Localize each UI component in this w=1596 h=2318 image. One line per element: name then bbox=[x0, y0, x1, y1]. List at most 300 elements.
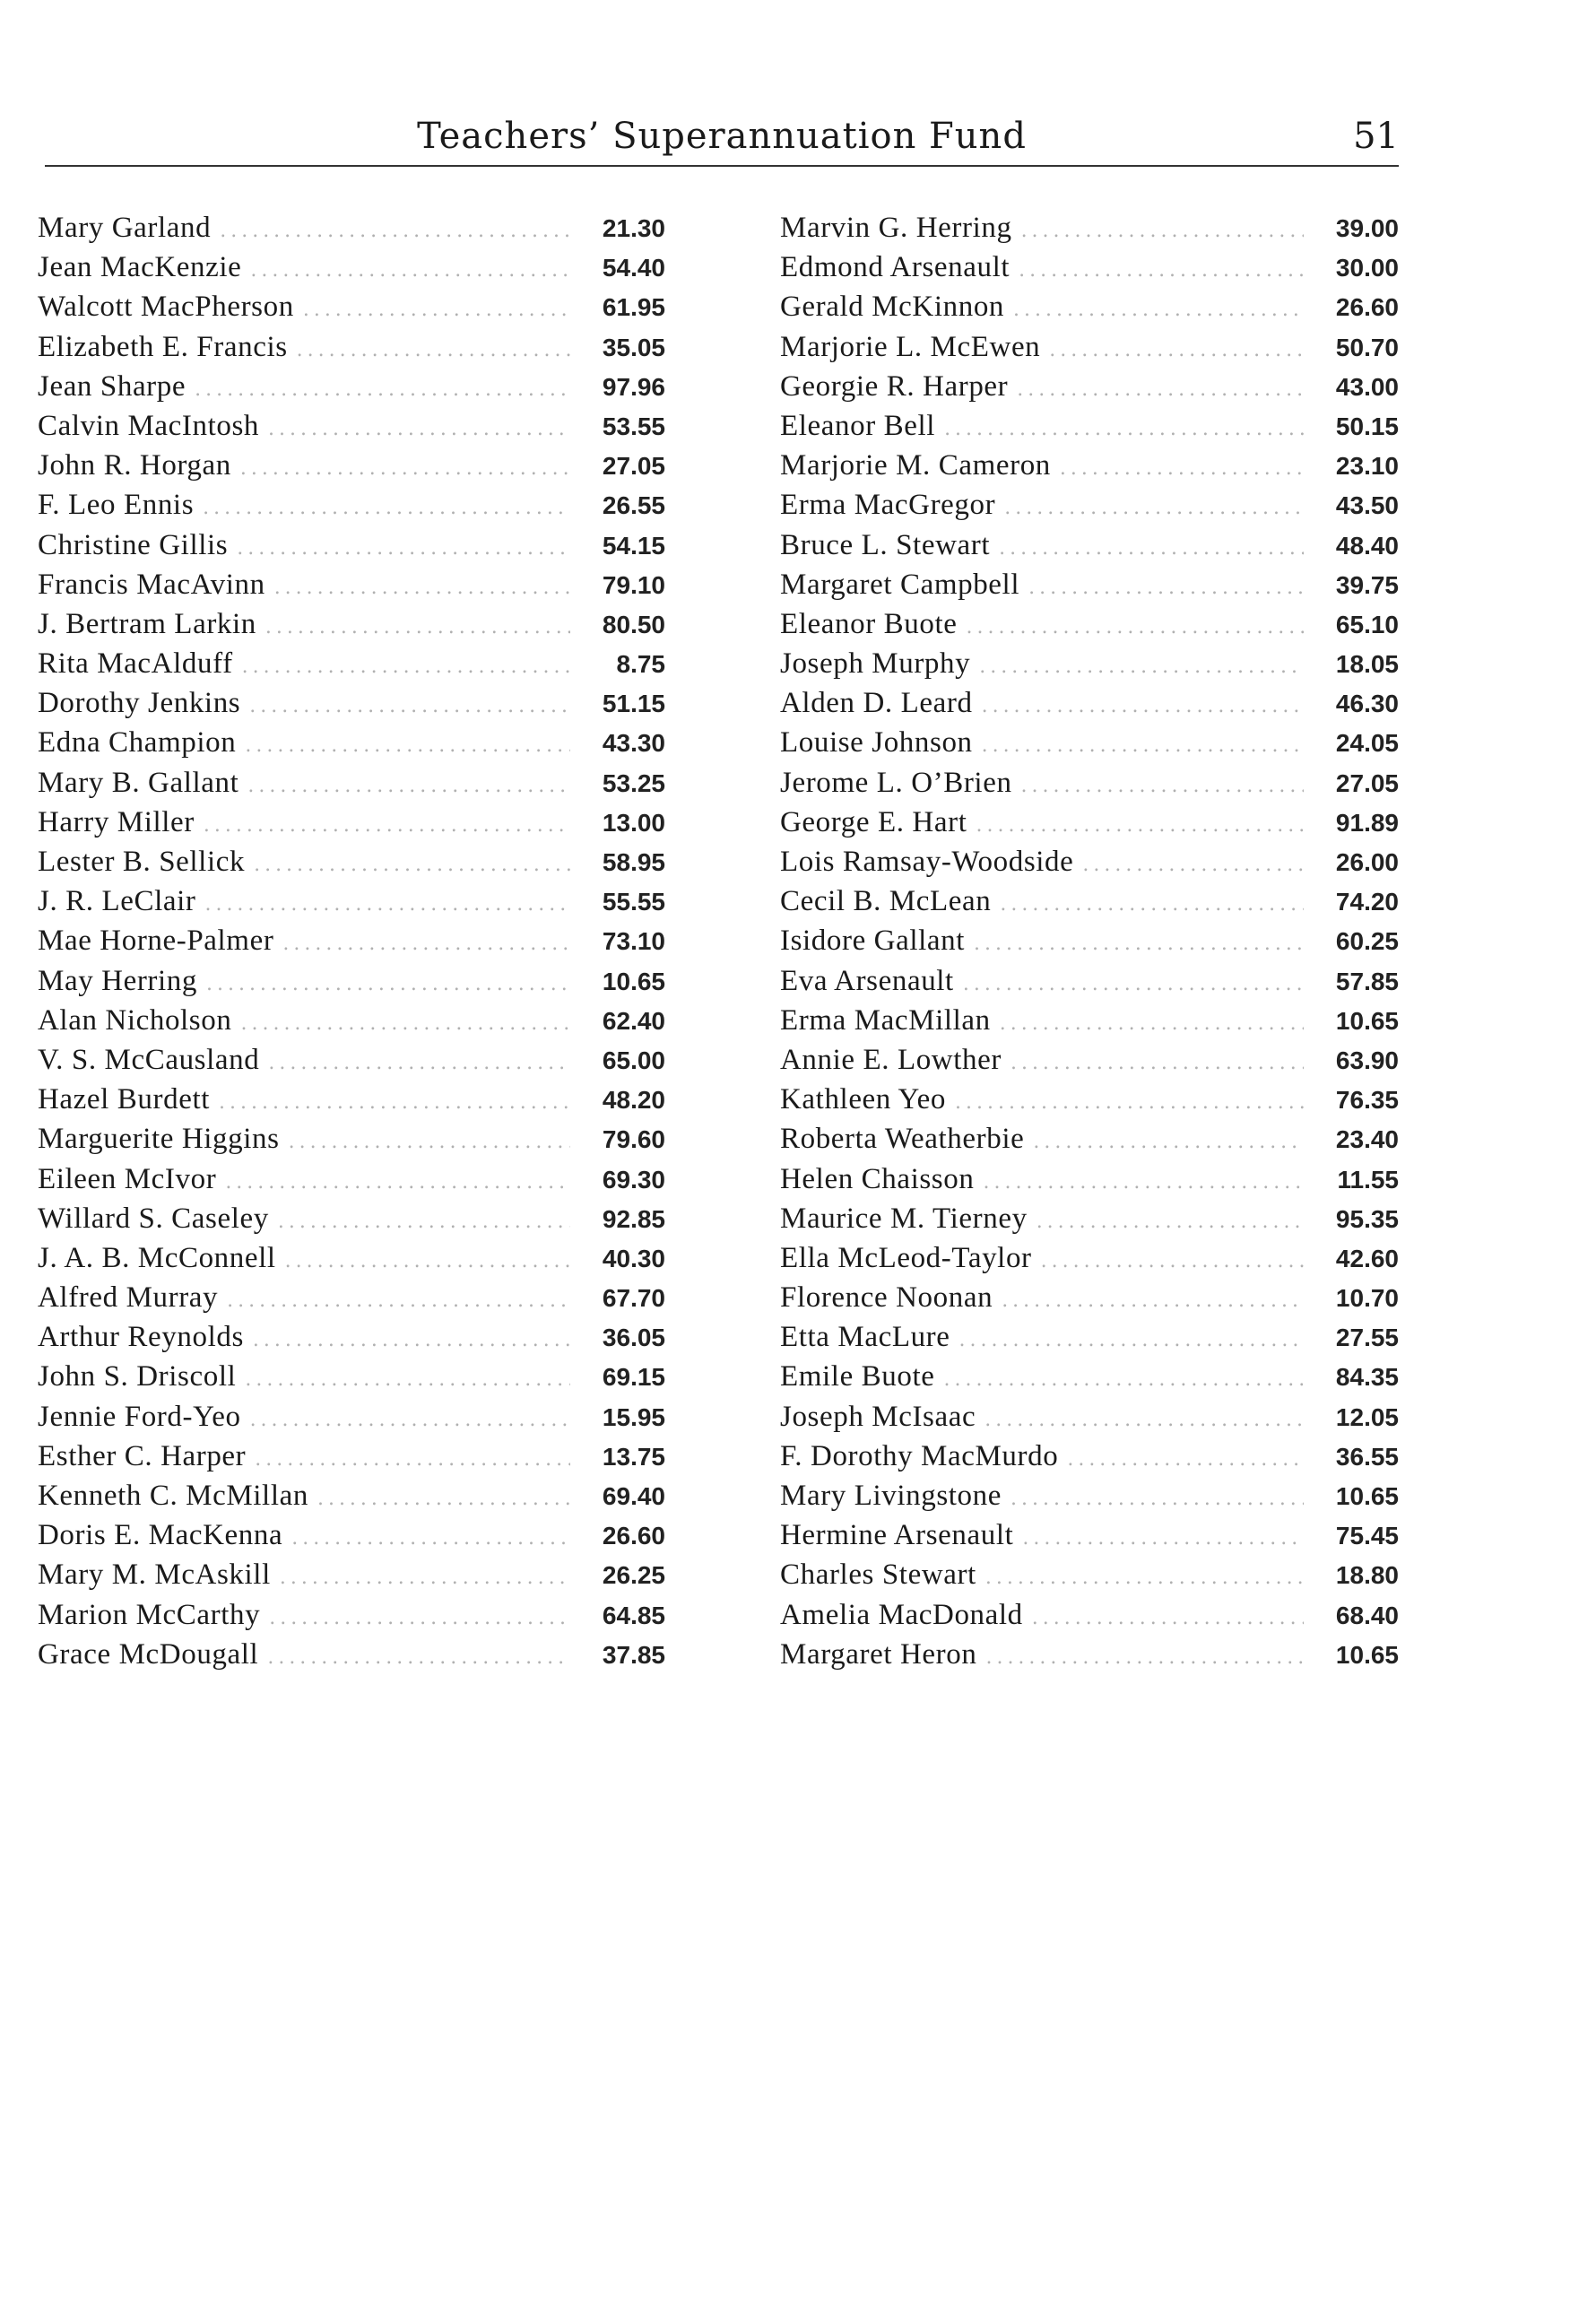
dot-leader bbox=[1000, 1004, 1304, 1044]
dot-leader bbox=[237, 529, 570, 569]
entry-name: Marjorie M. Cameron bbox=[780, 449, 1051, 482]
entry-name: Doris E. MacKenna bbox=[38, 1519, 283, 1552]
dot-leader bbox=[1037, 1202, 1304, 1242]
entry-name: Eleanor Buote bbox=[780, 607, 958, 640]
list-item bbox=[780, 604, 1399, 644]
entry-amount: 18.05 bbox=[1335, 650, 1399, 679]
entry-name: Alfred Murray bbox=[38, 1281, 219, 1315]
dot-leader bbox=[204, 885, 570, 925]
entry-amount: 80.50 bbox=[602, 610, 665, 638]
list-item bbox=[38, 1635, 665, 1674]
entry-name: Jennie Ford-Yeo bbox=[38, 1400, 241, 1433]
list-item bbox=[38, 683, 665, 723]
entry-amount: 27.55 bbox=[1335, 1324, 1399, 1352]
list-item bbox=[38, 881, 665, 921]
entry-name: Marguerite Higgins bbox=[38, 1123, 280, 1156]
entry-amount: 60.25 bbox=[1335, 927, 1399, 956]
entry-amount: 21.30 bbox=[602, 214, 665, 242]
list-item bbox=[38, 525, 665, 565]
dot-leader bbox=[274, 569, 570, 608]
list-item bbox=[780, 367, 1399, 406]
entry-name: Walcott MacPherson bbox=[38, 291, 294, 324]
entry-name: Elizabeth E. Francis bbox=[38, 330, 288, 363]
list-item bbox=[38, 247, 665, 287]
entry-amount: 42.60 bbox=[1335, 1244, 1399, 1272]
entry-amount: 13.00 bbox=[602, 808, 665, 837]
dot-leader bbox=[255, 1440, 570, 1480]
list-item bbox=[780, 247, 1399, 287]
list-item bbox=[780, 1119, 1399, 1159]
entry-amount: 13.75 bbox=[602, 1442, 665, 1471]
entry-name: J. R. LeClair bbox=[38, 885, 196, 918]
dot-leader bbox=[984, 1401, 1304, 1440]
dot-leader bbox=[303, 291, 570, 330]
dot-leader bbox=[982, 687, 1304, 726]
entry-name: Bruce L. Stewart bbox=[780, 528, 991, 561]
dot-leader bbox=[268, 410, 570, 449]
entry-amount: 65.10 bbox=[1335, 610, 1399, 638]
list-item bbox=[38, 1238, 665, 1278]
list-item bbox=[38, 1159, 665, 1199]
entry-name: Mary Garland bbox=[38, 212, 212, 244]
entry-amount: 24.05 bbox=[1335, 729, 1399, 758]
list-item bbox=[38, 1317, 665, 1357]
entry-name: John S. Driscoll bbox=[38, 1360, 237, 1393]
entry-name: John R. Horgan bbox=[38, 449, 231, 482]
list-item bbox=[38, 1278, 665, 1317]
entry-amount: 39.75 bbox=[1335, 570, 1399, 599]
entry-amount: 8.75 bbox=[616, 650, 665, 679]
list-item bbox=[780, 485, 1399, 525]
entry-name: Maurice M. Tierney bbox=[780, 1202, 1028, 1235]
entry-name: Helen Chaisson bbox=[780, 1162, 975, 1195]
entry-name: Joseph Murphy bbox=[780, 647, 971, 681]
list-item bbox=[780, 763, 1399, 803]
dot-leader bbox=[1041, 1242, 1304, 1281]
header-rule bbox=[45, 165, 1399, 167]
entry-name: Florence Noonan bbox=[780, 1281, 993, 1315]
entry-name: Kathleen Yeo bbox=[780, 1083, 947, 1116]
entry-name: Lois Ramsay-Woodside bbox=[780, 846, 1074, 878]
entry-name: Charles Stewart bbox=[780, 1558, 976, 1592]
list-item bbox=[780, 446, 1399, 485]
entry-amount: 92.85 bbox=[602, 1204, 665, 1233]
entry-name: Mae Horne-Palmer bbox=[38, 925, 274, 958]
entry-amount: 63.90 bbox=[1335, 1046, 1399, 1074]
entry-name: Hazel Burdett bbox=[38, 1083, 210, 1116]
entry-amount: 26.25 bbox=[602, 1561, 665, 1590]
list-item bbox=[38, 842, 665, 881]
entry-name: V. S. McCausland bbox=[38, 1043, 260, 1076]
entry-name: Hermine Arsenault bbox=[780, 1519, 1014, 1552]
dot-leader bbox=[289, 1123, 570, 1162]
page-title: Teachers’ Superannuation Fund bbox=[417, 116, 1027, 157]
page-number: 51 bbox=[1353, 116, 1399, 157]
dot-leader bbox=[976, 806, 1304, 846]
list-item bbox=[38, 1357, 665, 1396]
entry-name: Joseph McIsaac bbox=[780, 1400, 976, 1433]
dot-leader bbox=[247, 767, 570, 806]
entry-amount: 54.40 bbox=[602, 254, 665, 282]
entry-amount: 69.15 bbox=[602, 1363, 665, 1392]
entry-amount: 79.60 bbox=[602, 1125, 665, 1154]
list-item bbox=[780, 1040, 1399, 1080]
entry-name: May Herring bbox=[38, 964, 197, 997]
entry-amount: 26.00 bbox=[1335, 848, 1399, 876]
entry-amount: 46.30 bbox=[1335, 690, 1399, 718]
entry-name: Alden D. Leard bbox=[780, 687, 973, 720]
list-item bbox=[38, 961, 665, 1001]
dot-leader bbox=[204, 806, 570, 846]
list-item bbox=[780, 881, 1399, 921]
entry-name: Margaret Campbell bbox=[780, 568, 1020, 601]
entry-amount: 40.30 bbox=[602, 1244, 665, 1272]
left-column-list bbox=[38, 208, 665, 1674]
dot-leader bbox=[280, 1558, 570, 1598]
dot-leader bbox=[1004, 489, 1304, 528]
dot-leader bbox=[967, 608, 1305, 647]
entry-name: Ella McLeod-Taylor bbox=[780, 1241, 1032, 1274]
entry-name: Eleanor Bell bbox=[780, 409, 936, 442]
dot-leader bbox=[1021, 212, 1304, 251]
entry-amount: 91.89 bbox=[1335, 808, 1399, 837]
list-item bbox=[38, 1476, 665, 1515]
dot-leader bbox=[254, 846, 570, 885]
entry-name: Gerald McKinnon bbox=[780, 291, 1005, 324]
entry-name: Eileen McIvor bbox=[38, 1162, 217, 1195]
entry-name: Kenneth C. McMillan bbox=[38, 1480, 308, 1512]
entry-name: Marion McCarthy bbox=[38, 1598, 261, 1631]
dot-leader bbox=[220, 212, 570, 251]
dot-leader bbox=[1022, 1519, 1304, 1558]
dot-leader bbox=[206, 965, 570, 1004]
right-column-list bbox=[780, 208, 1399, 1674]
list-item bbox=[38, 1119, 665, 1159]
dot-leader bbox=[245, 1360, 570, 1400]
list-item bbox=[38, 1080, 665, 1119]
entry-name: Christine Gillis bbox=[38, 528, 229, 561]
list-item bbox=[780, 803, 1399, 842]
entry-amount: 39.00 bbox=[1335, 214, 1399, 242]
entry-amount: 36.05 bbox=[602, 1324, 665, 1352]
dot-leader bbox=[1028, 569, 1304, 608]
dot-leader bbox=[219, 1083, 570, 1123]
dot-leader bbox=[253, 1321, 570, 1360]
entry-name: Margaret Heron bbox=[780, 1637, 977, 1671]
entry-amount: 10.65 bbox=[1335, 1640, 1399, 1669]
entry-name: F. Dorothy MacMurdo bbox=[780, 1439, 1059, 1472]
entry-amount: 27.05 bbox=[602, 452, 665, 481]
dot-leader bbox=[1017, 370, 1304, 410]
entry-amount: 67.70 bbox=[602, 1284, 665, 1313]
list-item bbox=[38, 565, 665, 604]
entry-name: Jean MacKenzie bbox=[38, 251, 242, 284]
list-item bbox=[38, 1595, 665, 1635]
list-item bbox=[38, 1555, 665, 1594]
list-item bbox=[38, 446, 665, 485]
entry-amount: 51.15 bbox=[602, 690, 665, 718]
dot-leader bbox=[1000, 885, 1304, 925]
entry-name: Jerome L. O’Brien bbox=[780, 766, 1012, 799]
dot-leader bbox=[250, 251, 570, 291]
dot-leader bbox=[985, 1638, 1304, 1678]
entry-amount: 61.95 bbox=[602, 293, 665, 322]
entry-name: Edna Champion bbox=[38, 726, 237, 760]
entry-name: Mary Livingstone bbox=[780, 1480, 1002, 1512]
entry-amount: 95.35 bbox=[1335, 1204, 1399, 1233]
list-item bbox=[780, 1515, 1399, 1555]
dot-leader bbox=[1002, 1281, 1304, 1321]
list-item bbox=[38, 485, 665, 525]
entry-name: J. A. B. McConnell bbox=[38, 1241, 276, 1274]
entry-amount: 58.95 bbox=[602, 848, 665, 876]
list-item bbox=[780, 1635, 1399, 1674]
entry-amount: 10.70 bbox=[1335, 1284, 1399, 1313]
dot-leader bbox=[1060, 449, 1304, 489]
entry-amount: 11.55 bbox=[1337, 1165, 1399, 1194]
entry-amount: 53.25 bbox=[602, 768, 665, 797]
dot-leader bbox=[278, 1202, 570, 1242]
dot-leader bbox=[1033, 1123, 1304, 1162]
entry-amount: 50.15 bbox=[1335, 412, 1399, 440]
dot-leader bbox=[1019, 251, 1304, 291]
list-item bbox=[38, 406, 665, 446]
entry-name: Dorothy Jenkins bbox=[38, 687, 241, 720]
entry-name: Georgie R. Harper bbox=[780, 369, 1009, 403]
list-item bbox=[780, 644, 1399, 683]
entry-name: Calvin MacIntosh bbox=[38, 409, 259, 442]
entry-name: Erma MacGregor bbox=[780, 489, 996, 522]
list-item bbox=[38, 208, 665, 247]
entry-amount: 10.65 bbox=[1335, 1482, 1399, 1510]
list-item bbox=[38, 763, 665, 803]
dot-leader bbox=[1011, 1480, 1304, 1519]
list-item bbox=[780, 1476, 1399, 1515]
list-item bbox=[780, 1555, 1399, 1594]
entry-name: Mary M. McAskill bbox=[38, 1558, 271, 1592]
list-item bbox=[780, 683, 1399, 723]
list-item bbox=[780, 842, 1399, 881]
list-item bbox=[780, 1080, 1399, 1119]
entry-name: Amelia MacDonald bbox=[780, 1598, 1023, 1631]
dot-leader bbox=[268, 1044, 570, 1083]
list-item bbox=[38, 1001, 665, 1040]
entry-name: Roberta Weatherbie bbox=[780, 1123, 1025, 1156]
entry-amount: 43.00 bbox=[1335, 372, 1399, 401]
entry-amount: 30.00 bbox=[1335, 254, 1399, 282]
entry-amount: 48.20 bbox=[602, 1086, 665, 1115]
list-item bbox=[38, 1437, 665, 1476]
dot-leader bbox=[195, 370, 570, 410]
entry-amount: 43.50 bbox=[1335, 491, 1399, 520]
dot-leader bbox=[282, 925, 570, 964]
list-item bbox=[38, 1199, 665, 1238]
entry-amount: 10.65 bbox=[1335, 1006, 1399, 1035]
dot-leader bbox=[982, 726, 1304, 766]
dot-leader bbox=[1032, 1599, 1304, 1638]
list-item bbox=[780, 1595, 1399, 1635]
entry-name: Marjorie L. McEwen bbox=[780, 330, 1041, 363]
entry-amount: 65.00 bbox=[602, 1046, 665, 1074]
entry-amount: 76.35 bbox=[1335, 1086, 1399, 1115]
dot-leader bbox=[225, 1163, 570, 1202]
entry-name: Etta MacLure bbox=[780, 1321, 950, 1354]
list-item bbox=[780, 287, 1399, 326]
entry-name: Marvin G. Herring bbox=[780, 212, 1012, 244]
page-header bbox=[45, 109, 1399, 163]
list-item bbox=[780, 1397, 1399, 1437]
list-item bbox=[38, 1397, 665, 1437]
entry-name: Lester B. Sellick bbox=[38, 846, 246, 878]
list-item bbox=[38, 367, 665, 406]
entry-amount: 74.20 bbox=[1335, 888, 1399, 916]
entry-name: Cecil B. McLean bbox=[780, 885, 992, 918]
dot-leader bbox=[267, 1638, 570, 1678]
entry-name: Edmond Arsenault bbox=[780, 251, 1011, 284]
list-item bbox=[780, 1238, 1399, 1278]
list-item bbox=[38, 287, 665, 326]
list-item bbox=[780, 921, 1399, 960]
entry-name: J. Bertram Larkin bbox=[38, 607, 256, 640]
list-item bbox=[780, 525, 1399, 565]
dot-leader bbox=[979, 647, 1304, 687]
list-item bbox=[780, 723, 1399, 762]
list-item bbox=[38, 921, 665, 960]
entry-amount: 57.85 bbox=[1335, 967, 1399, 995]
entry-name: Eva Arsenault bbox=[780, 964, 954, 997]
dot-leader bbox=[955, 1083, 1304, 1123]
dot-leader bbox=[242, 647, 570, 687]
dot-leader bbox=[285, 1242, 570, 1281]
dot-leader bbox=[985, 1558, 1304, 1598]
entry-amount: 79.10 bbox=[602, 570, 665, 599]
list-item bbox=[38, 604, 665, 644]
dot-leader bbox=[944, 410, 1304, 449]
entry-amount: 48.40 bbox=[1335, 531, 1399, 560]
entry-name: Mary B. Gallant bbox=[38, 766, 239, 799]
dot-leader bbox=[317, 1480, 570, 1519]
entry-name: Isidore Gallant bbox=[780, 925, 966, 958]
dot-leader bbox=[1082, 846, 1304, 885]
dot-leader bbox=[1049, 331, 1304, 370]
dot-leader bbox=[944, 1360, 1305, 1400]
dot-leader bbox=[250, 1401, 570, 1440]
list-item bbox=[780, 565, 1399, 604]
entry-amount: 23.10 bbox=[1335, 452, 1399, 481]
entry-amount: 53.55 bbox=[602, 412, 665, 440]
entry-name: Willard S. Caseley bbox=[38, 1202, 269, 1235]
entry-amount: 54.15 bbox=[602, 531, 665, 560]
list-item bbox=[780, 208, 1399, 247]
entry-amount: 73.10 bbox=[602, 927, 665, 956]
entry-amount: 43.30 bbox=[602, 729, 665, 758]
entry-amount: 26.55 bbox=[602, 491, 665, 520]
list-item bbox=[780, 1357, 1399, 1396]
dot-leader bbox=[245, 726, 570, 766]
dot-leader bbox=[1013, 291, 1304, 330]
entry-amount: 35.05 bbox=[602, 333, 665, 361]
entry-name: Alan Nicholson bbox=[38, 1003, 232, 1037]
entry-amount: 37.85 bbox=[602, 1640, 665, 1669]
dot-leader bbox=[269, 1599, 570, 1638]
dot-leader bbox=[959, 1321, 1304, 1360]
entry-amount: 27.05 bbox=[1335, 768, 1399, 797]
dot-leader bbox=[963, 965, 1304, 1004]
entry-name: George E. Hart bbox=[780, 805, 967, 838]
entry-amount: 23.40 bbox=[1335, 1125, 1399, 1154]
entry-name: Harry Miller bbox=[38, 805, 195, 838]
entry-amount: 69.40 bbox=[602, 1482, 665, 1510]
dot-leader bbox=[203, 489, 570, 528]
dot-leader bbox=[1011, 1044, 1304, 1083]
entry-amount: 97.96 bbox=[602, 372, 665, 401]
list-item bbox=[780, 1001, 1399, 1040]
entry-amount: 26.60 bbox=[1335, 293, 1399, 322]
dot-leader bbox=[265, 608, 570, 647]
entry-name: Esther C. Harper bbox=[38, 1439, 247, 1472]
list-item bbox=[780, 1159, 1399, 1199]
entry-name: Erma MacMillan bbox=[780, 1003, 991, 1037]
entry-amount: 26.60 bbox=[602, 1522, 665, 1550]
entry-name: Grace McDougall bbox=[38, 1637, 259, 1671]
list-item bbox=[38, 644, 665, 683]
list-item bbox=[780, 406, 1399, 446]
entry-amount: 64.85 bbox=[602, 1601, 665, 1629]
dot-leader bbox=[1067, 1440, 1304, 1480]
entry-name: Louise Johnson bbox=[780, 726, 973, 760]
dot-leader bbox=[240, 449, 570, 489]
dot-leader bbox=[297, 331, 570, 370]
entry-amount: 62.40 bbox=[602, 1006, 665, 1035]
list-item bbox=[780, 961, 1399, 1001]
list-item bbox=[780, 1317, 1399, 1357]
list-item bbox=[38, 803, 665, 842]
list-item bbox=[38, 1515, 665, 1555]
entry-name: Arthur Reynolds bbox=[38, 1321, 244, 1354]
entry-name: F. Leo Ennis bbox=[38, 489, 195, 522]
entry-amount: 69.30 bbox=[602, 1165, 665, 1194]
entry-name: Francis MacAvinn bbox=[38, 568, 265, 601]
entry-name: Emile Buote bbox=[780, 1360, 935, 1393]
list-item bbox=[780, 327, 1399, 367]
entry-amount: 12.05 bbox=[1335, 1402, 1399, 1431]
list-item bbox=[38, 327, 665, 367]
list-item bbox=[38, 1040, 665, 1080]
dot-leader bbox=[974, 925, 1304, 964]
list-item bbox=[780, 1199, 1399, 1238]
entry-amount: 10.65 bbox=[602, 967, 665, 995]
list-item bbox=[780, 1437, 1399, 1476]
dot-leader bbox=[240, 1004, 570, 1044]
dot-leader bbox=[227, 1281, 570, 1321]
entry-amount: 15.95 bbox=[602, 1402, 665, 1431]
entry-amount: 55.55 bbox=[602, 888, 665, 916]
entry-amount: 75.45 bbox=[1335, 1522, 1399, 1550]
entry-amount: 18.80 bbox=[1335, 1561, 1399, 1590]
entry-amount: 36.55 bbox=[1335, 1442, 1399, 1471]
dot-leader bbox=[291, 1519, 570, 1558]
entry-name: Annie E. Lowther bbox=[780, 1043, 1002, 1076]
entry-name: Rita MacAlduff bbox=[38, 647, 233, 681]
dot-leader bbox=[1021, 767, 1304, 806]
entry-amount: 84.35 bbox=[1335, 1363, 1399, 1392]
entry-name: Jean Sharpe bbox=[38, 369, 186, 403]
entry-amount: 50.70 bbox=[1335, 333, 1399, 361]
list-item bbox=[38, 723, 665, 762]
dot-leader bbox=[983, 1163, 1304, 1202]
dot-leader bbox=[249, 687, 570, 726]
entry-amount: 68.40 bbox=[1335, 1601, 1399, 1629]
